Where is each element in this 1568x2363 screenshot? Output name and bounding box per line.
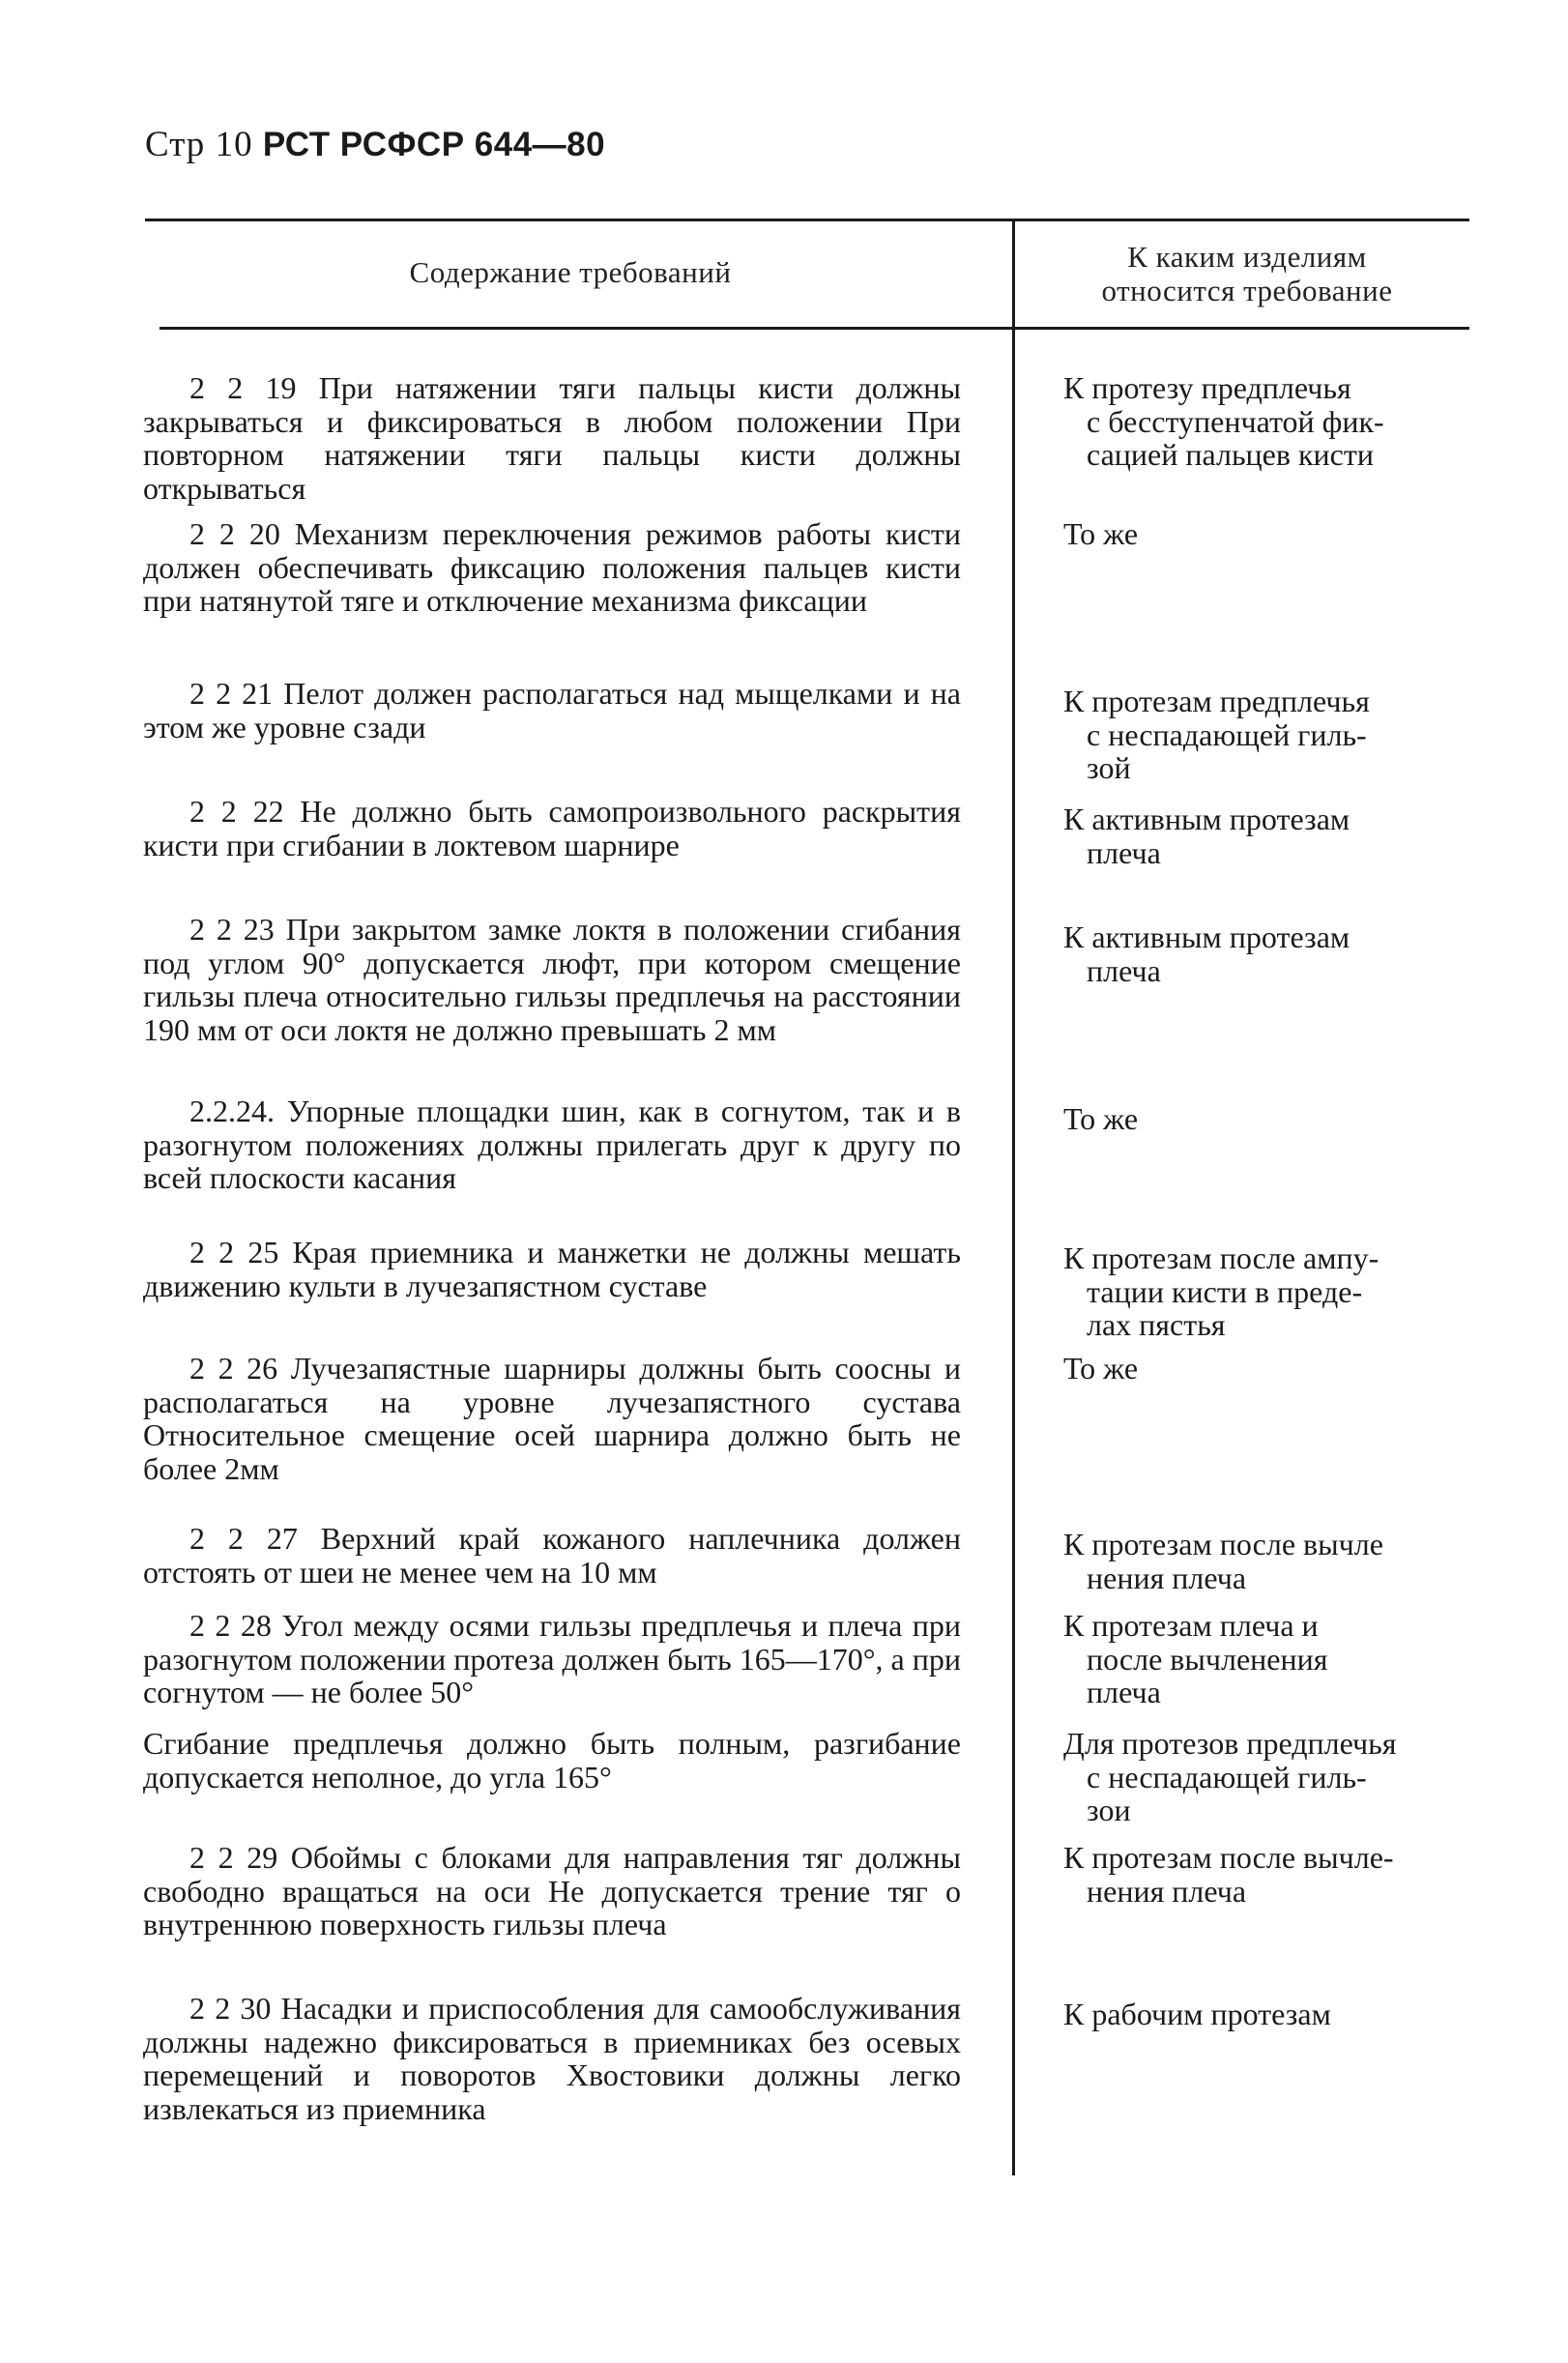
applies-line: плеча [1087,834,1161,870]
standard-designation: РСТ РСФСР 644—80 [262,126,606,163]
applies-line: То же [1063,516,1139,551]
applies-line: сацией пальцев кисти [1087,437,1374,472]
requirement-2-2-27 [143,1522,961,1589]
applies-line: лах пястья [1087,1307,1226,1342]
page-number: 10 [215,125,253,164]
requirement-2-2-25 [143,1236,961,1302]
requirement-2-2-21 [143,677,961,744]
table-column-divider [1012,220,1015,2175]
requirement-text: 2 2 29 Обоймы с блоками для направления тяг должны свободно вращаться на оси Не допускается трение тяг о внутреннюю поверхность гильзы плеча [143,1840,961,1941]
applies-to-2-2-28 [1063,1609,1460,1709]
applies-to-2-2-21 [1063,685,1460,785]
applies-to-2-2-29 [1063,1841,1460,1908]
applies-line: К активным протезам [1063,802,1350,836]
column-header-applies-line2: относится требование [1101,274,1393,307]
applies-to-2-2-20 [1063,517,1460,551]
applies-line: плеча [1087,1675,1161,1709]
applies-to-2-2-27 [1063,1528,1460,1594]
applies-to-flexion [1063,1727,1460,1827]
requirement-text: 2.2.24. Упорные площадки шин, как в согнутом, так и в разогнутом положениях должны прилегать друг к другу по всей плоскости касания [143,1094,961,1195]
table-top-rule [145,219,1469,221]
applies-line: нения плеча [1087,1560,1247,1595]
column-header-applies-line1: К каким изделиям [1127,240,1367,274]
column-header-applies [1025,240,1469,307]
applies-to-2-2-22 [1063,802,1460,869]
applies-line: То же [1063,1351,1139,1386]
applies-to-2-2-23 [1063,920,1460,987]
requirement-text: 2 2 20 Механизм переключения режимов работы кисти должен обеспечивать фиксацию положения пальцев кисти при натянутой тяге и отключение механизма фиксации [143,516,961,618]
applies-line: К протезам после вычле- [1063,1840,1394,1875]
applies-line: К протезу предплечья [1063,370,1351,405]
applies-line: К протезам после ампу- [1063,1240,1379,1275]
requirement-text: 2 2 26 Лучезапястные шарниры должны быть соосны и располагаться на уровне лучезапястного сустава Относительное смещение осей шарнира должно быть не более 2мм [143,1351,961,1486]
page-header [145,124,605,165]
applies-line: То же [1063,1101,1139,1136]
requirement-flexion [143,1727,961,1794]
requirement-text: 2 2 22 Не должно быть самопроизвольного раскрытия кисти при сгибании в локтевом шарнире [143,794,961,862]
requirement-text: 2 2 21 Пелот должен располагаться над мыщелками и на этом же уровне сзади [143,676,961,744]
column-header-content [271,255,870,289]
applies-line: зои [1087,1793,1131,1827]
applies-line: после вычленения [1087,1641,1328,1677]
applies-line: К активным протезам [1063,919,1350,954]
requirement-2-2-30 [143,1992,961,2125]
requirement-2-2-24 [143,1094,961,1195]
requirement-text: 2 2 30 Насадки и приспособления для самообслуживания должны надежно фиксироваться в приемниках без осевых перемещений и поворотов Хвостовики должны легко извлекаться из приемника [143,1991,961,2126]
applies-line: с неспадающей гиль- [1087,716,1367,752]
requirement-2-2-20 [143,517,961,618]
applies-line: К протезам плеча и [1063,1608,1319,1643]
applies-line: Для протезов предплечья [1063,1726,1397,1761]
requirement-text: 2 2 23 При закрытом замке локтя в положении сгибания под углом 90° допускается люфт, при котором смещение гильзы плеча относительно гильзы предплечья на расстоянии 190 мм от оси локтя не должно превышать 2 мм [143,912,961,1047]
requirement-2-2-29 [143,1841,961,1941]
requirement-2-2-23 [143,913,961,1046]
requirement-text: 2 2 28 Угол между осями гильзы предплечья и плеча при разогнутом положении протеза должен быть 165—170°, а при согнутом — не более 50° [143,1608,961,1709]
applies-line: К протезам предплечья [1063,684,1370,718]
table-header-rule [160,327,1469,330]
applies-line: с бесступенчатой фик- [1087,403,1384,439]
requirement-2-2-22 [143,795,961,861]
requirement-text: 2 2 25 Края приемника и манжетки не должны мешать движению культи в лучезапястном суставе [143,1235,961,1303]
requirement-2-2-28 [143,1609,961,1709]
column-header-content-text: Содержание требований [409,255,732,289]
applies-line: тации кисти в преде- [1087,1273,1363,1309]
requirement-2-2-26 [143,1352,961,1485]
applies-to-2-2-24 [1063,1102,1460,1136]
requirement-text: 2 2 19 При натяжении тяги пальцы кисти должны закрываться и фиксироваться в любом положении При повторном натяжении тяги пальцы кисти должны открываться [143,370,961,506]
requirement-text: 2 2 27 Верхний край кожаного наплечника должен отстоять от шеи не менее чем на 10 мм [143,1521,961,1590]
requirement-2-2-19 [143,371,961,505]
applies-to-2-2-25 [1063,1241,1460,1342]
applies-line: зой [1087,750,1131,785]
applies-line: К протезам после вычле [1063,1527,1383,1561]
applies-line: нения плеча [1087,1873,1247,1909]
applies-line: с неспадающей гиль- [1087,1759,1367,1794]
applies-line: К рабочим протезам [1063,1997,1331,2031]
applies-to-2-2-30 [1063,1998,1460,2031]
requirement-text: Сгибание предплечья должно быть полным, разгибание допускается неполное, до угла 165° [143,1726,961,1794]
page-prefix: Стр [145,125,206,164]
applies-to-2-2-19 [1063,371,1460,472]
applies-to-2-2-26 [1063,1352,1460,1386]
applies-line: плеча [1087,952,1161,988]
